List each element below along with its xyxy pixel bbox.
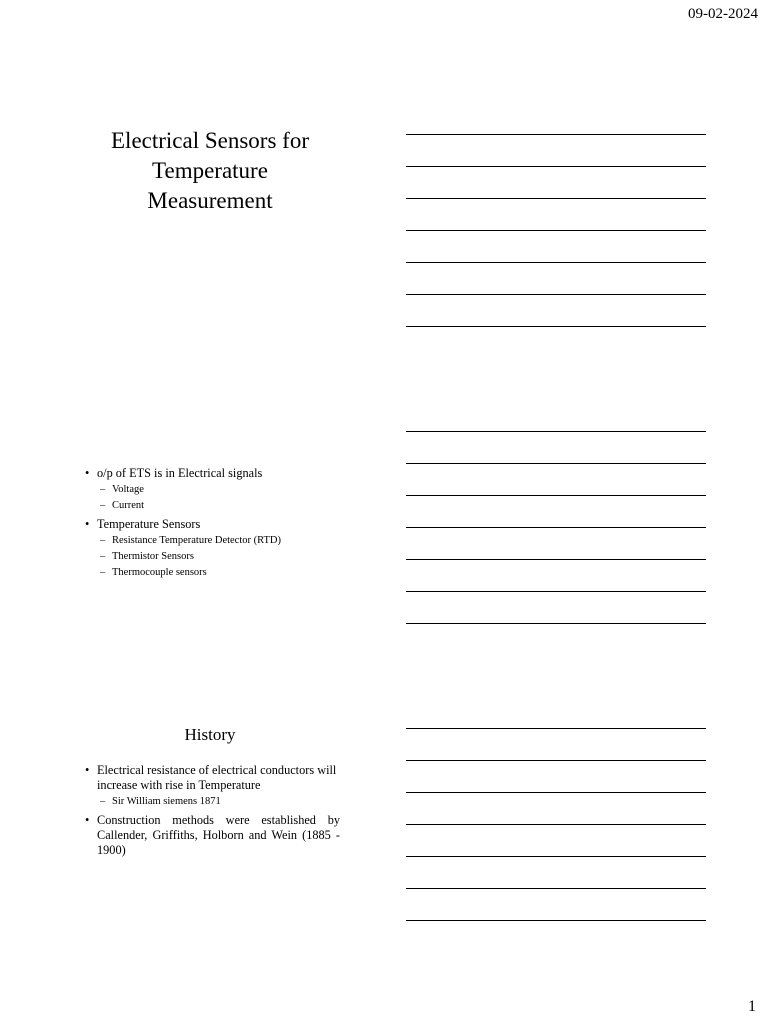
note-line (406, 495, 706, 496)
sub-bullet-text: Resistance Temperature Detector (RTD) (112, 535, 281, 546)
slide-1-title (80, 126, 340, 216)
note-line (406, 230, 706, 231)
bullet-marker: • (85, 517, 90, 531)
note-line (406, 134, 706, 135)
note-line (406, 326, 706, 327)
note-line (406, 262, 706, 263)
sub-bullet-item (100, 549, 340, 565)
bullet-marker: • (85, 763, 90, 777)
sub-bullet-marker: – (100, 484, 106, 495)
bullet-item (80, 466, 340, 514)
note-line (406, 294, 706, 295)
sub-bullet-marker: – (100, 535, 106, 546)
bullet-text: o/p of ETS is in Electrical signals (97, 466, 263, 480)
page-number: 1 (748, 998, 756, 1015)
sub-bullet-item (100, 794, 340, 810)
note-line (406, 198, 706, 199)
sub-bullet-text: Current (112, 500, 145, 511)
note-line (406, 559, 706, 560)
bullet-text: Construction methods were established by Callender, Griffiths, Holborn and Wein (1885 - 1900) (97, 813, 340, 857)
sub-bullet-item (100, 498, 340, 514)
slide-2-bullet-list (80, 466, 340, 581)
slide-1-title-line-1: Electrical Sensors for (111, 128, 309, 153)
note-line (406, 824, 706, 825)
note-line (406, 463, 706, 464)
note-line (406, 591, 706, 592)
note-line (406, 856, 706, 857)
slide-3-bullet-list (80, 763, 340, 858)
header-date: 09-02-2024 (688, 6, 758, 22)
sub-bullet-list (97, 482, 340, 514)
sub-bullet-text: Thermocouple sensors (112, 567, 207, 578)
bullet-item (80, 517, 340, 581)
sub-bullet-item (100, 482, 340, 498)
note-line (406, 166, 706, 167)
sub-bullet-marker: – (100, 551, 106, 562)
slide-3 (80, 725, 340, 861)
sub-bullet-text: Voltage (112, 484, 144, 495)
sub-bullet-text: Sir William siemens 1871 (112, 796, 221, 807)
sub-bullet-list (97, 533, 340, 581)
slide-1 (80, 126, 340, 216)
note-line (406, 527, 706, 528)
bullet-text: Temperature Sensors (97, 517, 201, 531)
slide-2 (80, 466, 340, 584)
bullet-text: Electrical resistance of electrical conductors will increase with rise in Temperature (97, 763, 337, 792)
slide-3-title: History (184, 725, 236, 744)
note-line (406, 920, 706, 921)
sub-bullet-marker: – (100, 796, 106, 807)
bullet-marker: • (85, 466, 90, 480)
slide-1-title-line-2: Temperature (152, 158, 268, 183)
sub-bullet-text: Thermistor Sensors (112, 551, 194, 562)
note-line (406, 888, 706, 889)
note-line (406, 728, 706, 729)
sub-bullet-marker: – (100, 567, 106, 578)
sub-bullet-list (97, 794, 340, 810)
bullet-marker: • (85, 813, 90, 827)
bullet-item (80, 813, 340, 858)
note-line (406, 760, 706, 761)
bullet-item (80, 763, 340, 810)
slide-1-title-line-3: Measurement (147, 188, 273, 213)
sub-bullet-marker: – (100, 500, 106, 511)
sub-bullet-item (100, 533, 340, 549)
note-line (406, 623, 706, 624)
sub-bullet-item (100, 565, 340, 581)
note-line (406, 792, 706, 793)
note-line (406, 431, 706, 432)
